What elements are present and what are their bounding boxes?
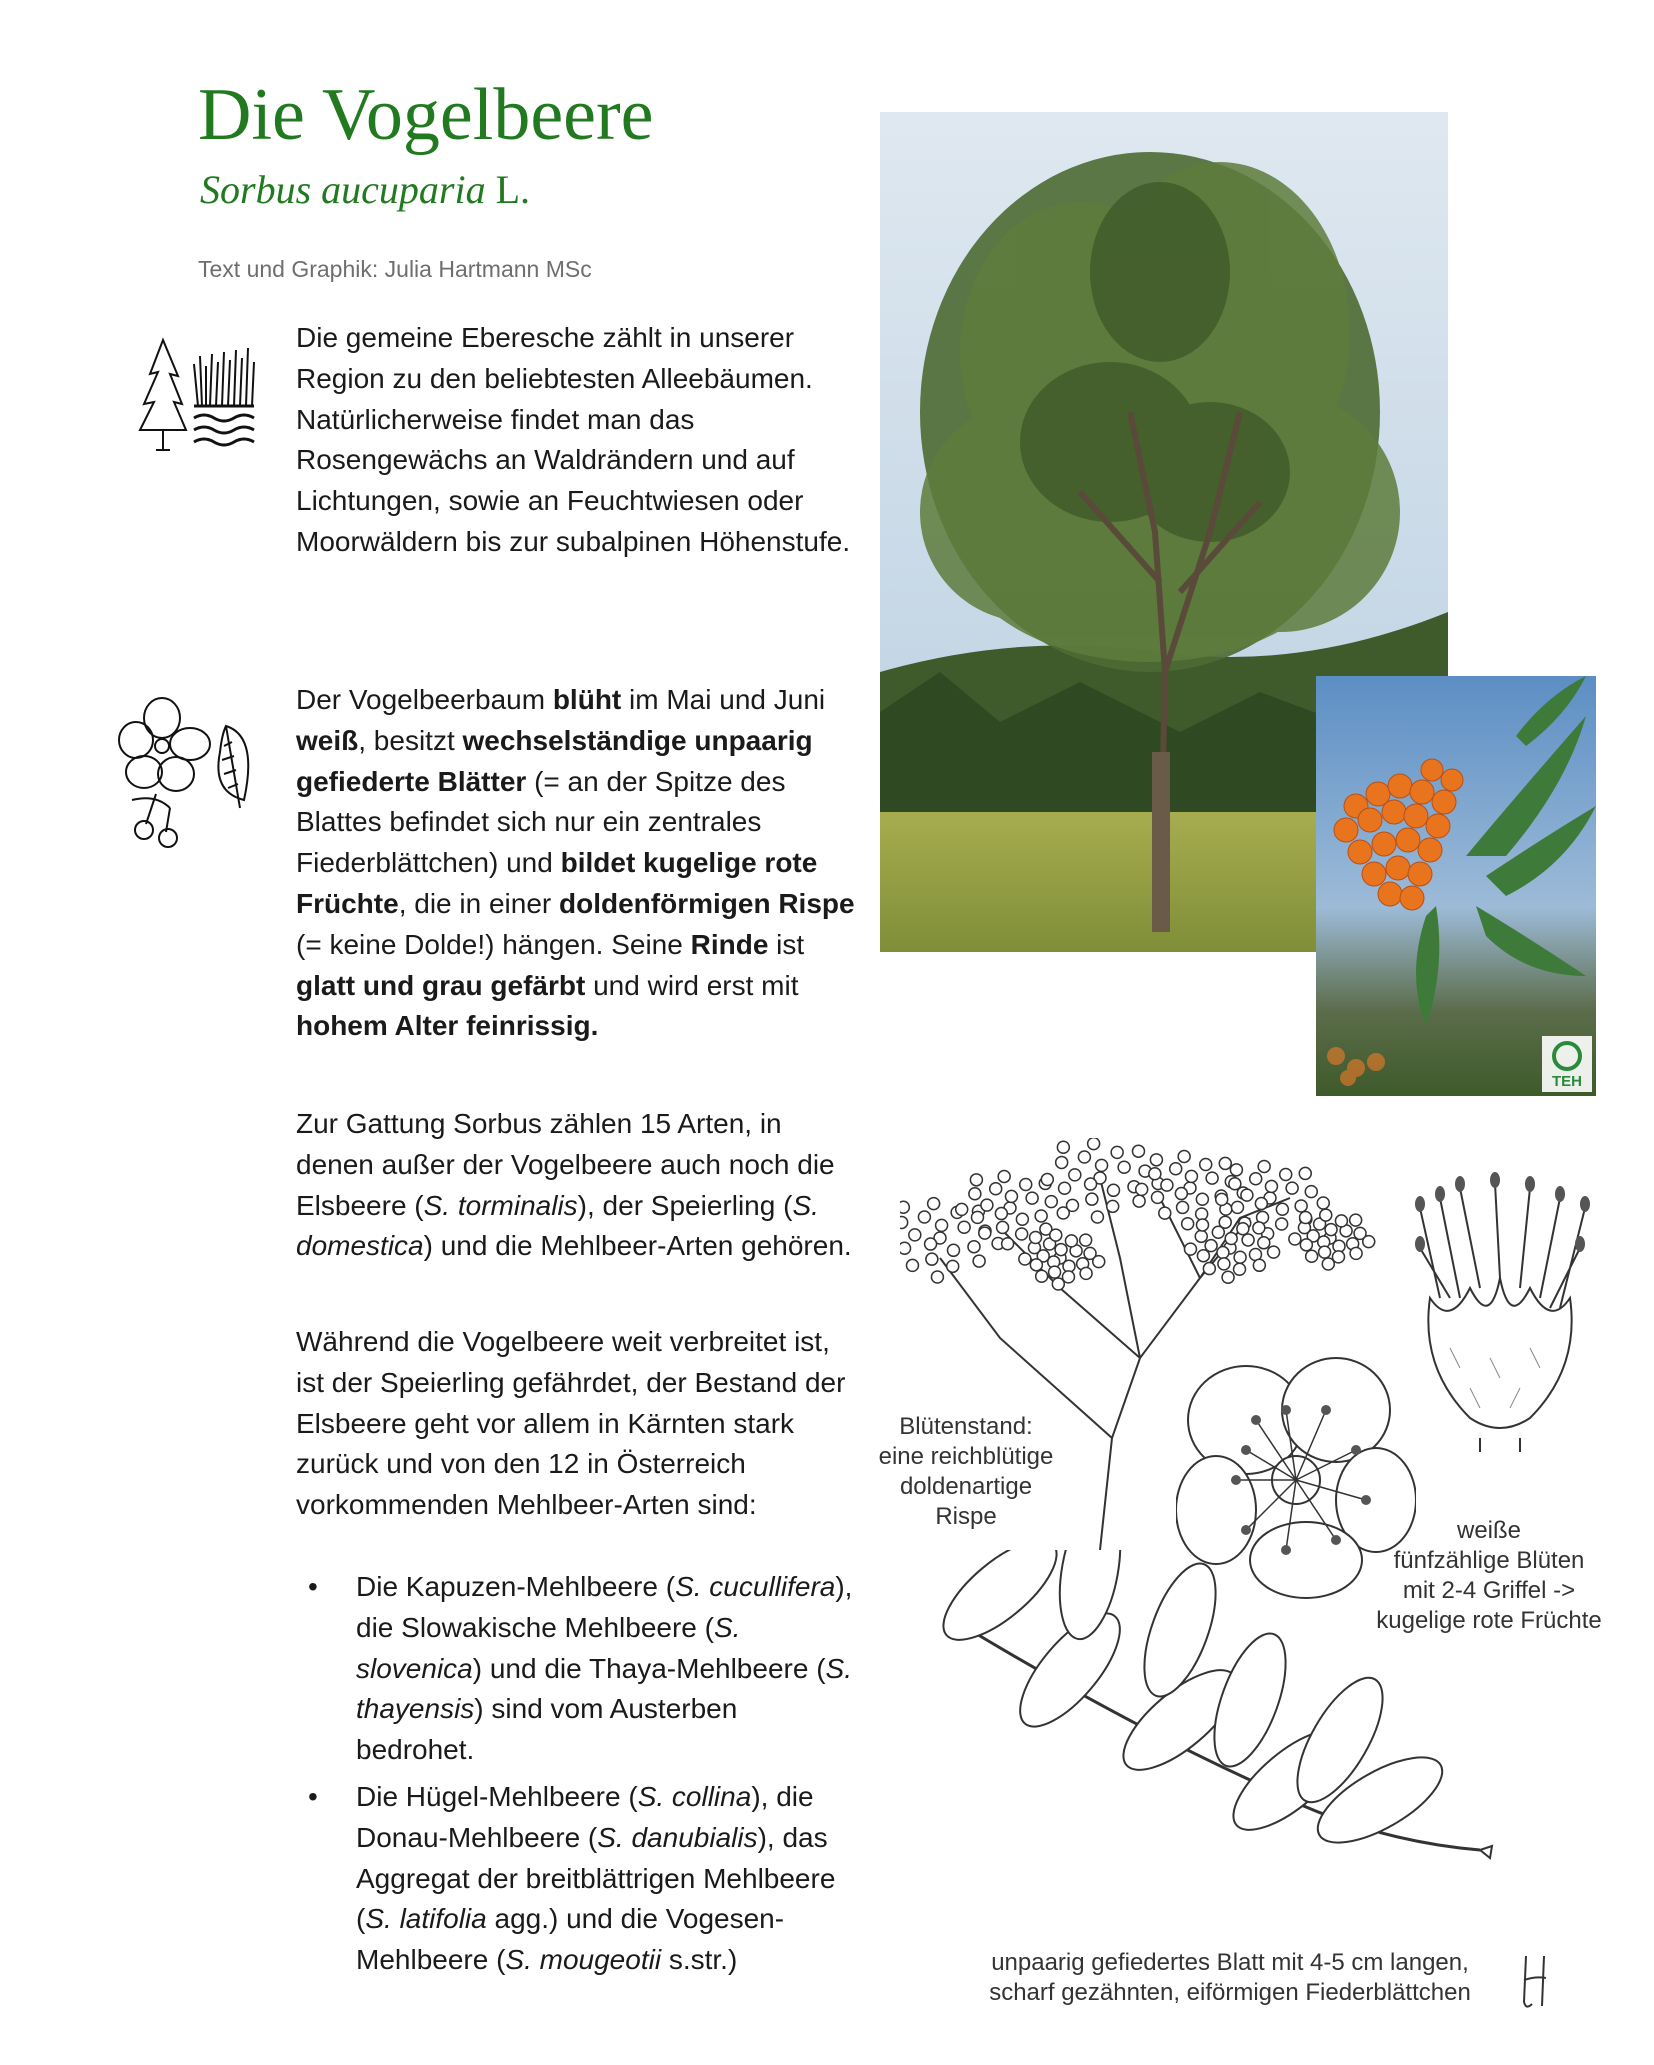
author-credit: Text und Graphik: Julia Hartmann MSc xyxy=(198,256,592,282)
italic-run: S. latifolia xyxy=(365,1903,487,1935)
bold-run: Rinde xyxy=(690,928,769,960)
description-paragraph xyxy=(296,680,856,1047)
text-run: im Mai und Juni xyxy=(621,684,826,715)
italic-run: S. thayensis xyxy=(356,1652,852,1725)
text-run: Die Kapuzen-Mehlbeere ( xyxy=(356,1571,676,1602)
text-run: , die in einer xyxy=(398,887,560,919)
text-run: , besitzt xyxy=(358,724,463,756)
italic-run: S. torminalis xyxy=(423,1189,578,1221)
text-run: ) und die Thaya-Mehlbeere ( xyxy=(472,1652,826,1684)
italic-run: S. mougeotii xyxy=(505,1944,662,1976)
flower-leaf-berry-icon xyxy=(116,690,266,850)
caption-line: Rispe xyxy=(935,1503,997,1530)
inflorescence-caption xyxy=(856,1412,1076,1532)
caption-line: eine reichblütige xyxy=(878,1443,1054,1470)
page-title: Die Vogelbeere xyxy=(198,74,654,156)
bold-run: blüht xyxy=(552,684,622,715)
caption-line: weiße xyxy=(1456,1517,1522,1544)
endangered-paragraph: Während die Vogelbeere weit verbreitet ist, ist der Speierling gefährdet, der Bestand der Elsbeere geht vor allem in Kärnten stark zurück und von den 12 in Österreich vorkommenden Mehlbeer-Arten sind: xyxy=(296,1326,846,1521)
teh-logo-text: TEH xyxy=(1552,1073,1582,1090)
leaf-caption xyxy=(960,1948,1500,2008)
italic-run: S. cucullifera xyxy=(675,1571,836,1602)
italic-run: S. collina xyxy=(637,1780,752,1812)
text-run: Der Vogelbeerbaum xyxy=(296,684,553,715)
bold-run: doldenförmigen Rispe xyxy=(559,887,855,919)
flower-caption xyxy=(1355,1516,1623,1636)
caption-line: kugelige rote Früchte xyxy=(1376,1607,1602,1634)
bold-run: hohem Alter feinrissig. xyxy=(296,1010,599,1042)
text-run: ), das Aggregat der breitblättrigen Mehlbeere ( xyxy=(356,1821,836,1935)
caption-line: Blütenstand: xyxy=(899,1413,1033,1440)
teh-logo xyxy=(1542,1036,1592,1092)
caption-line: unpaarig gefiedertes Blatt mit 4-5 cm langen, xyxy=(991,1949,1469,1976)
text-run: ), die Donau-Mehlbeere ( xyxy=(356,1780,814,1853)
text-run: Die Hügel-Mehlbeere ( xyxy=(356,1780,638,1812)
text-run: agg.) und die Vogesen-Mehlbeere ( xyxy=(356,1903,785,1976)
text-run: (= keine Dolde!) hängen. Seine xyxy=(296,928,691,960)
bold-run: wechselständige unpaarig gefiederte Blätter xyxy=(296,724,813,797)
genus-paragraph xyxy=(296,1104,856,1267)
caption-line: fünfzählige Blüten xyxy=(1393,1547,1585,1574)
list-item xyxy=(296,1567,856,1771)
caption-line: doldenartige xyxy=(899,1473,1033,1500)
bullet-marker: • xyxy=(308,1780,318,1812)
bold-run: glatt und grau gefärbt xyxy=(296,969,586,1001)
list-item xyxy=(296,1777,856,1981)
flower-section-drawing xyxy=(1400,1168,1600,1452)
bullet-marker: • xyxy=(308,1571,318,1602)
text-run: (= an der Spitze des Blattes befindet sich nur ein zentrales Fiederblättchen) und xyxy=(296,765,786,879)
text-run: s.str.) xyxy=(661,1944,738,1976)
bold-run: weiß xyxy=(296,724,359,756)
caption-line: scharf gezähnten, eiförmigen Fiederblättchen xyxy=(989,1979,1471,2006)
scientific-name xyxy=(200,167,531,212)
habitat-icon xyxy=(136,334,276,454)
text-run: Zur Gattung Sorbus zählen 15 Arten, in denen außer der Vogelbeere auch noch die Elsbeere ( xyxy=(296,1108,835,1221)
author-signature xyxy=(1516,1952,1556,2012)
berry-photo xyxy=(1316,676,1596,1096)
text-run: ) und die Mehlbeer-Arten gehören. xyxy=(423,1230,852,1262)
species-list xyxy=(296,1567,856,1987)
text-run: ) sind vom Austerben bedrohet. xyxy=(356,1693,738,1766)
italic-run: S. slovenica xyxy=(356,1611,741,1684)
bold-run: bildet kugelige rote Früchte xyxy=(296,847,818,919)
species-name: Sorbus aucuparia xyxy=(200,167,486,212)
text-run: ist xyxy=(768,928,805,960)
italic-run: S. domestica xyxy=(296,1189,819,1262)
habitat-paragraph: Die gemeine Eberesche zählt in unserer Region zu den beliebtesten Alleebäumen. Natürlicherweise findet man das Rosengewächs an Waldrändern und auf Lichtungen, sowie an Feuchtwiesen oder Moorwäldern bis zur subalpinen Höhenstufe. xyxy=(296,322,851,557)
text-run: ), der Speierling ( xyxy=(577,1189,793,1221)
text-run: ), die Slowakische Mehlbeere ( xyxy=(356,1571,853,1643)
italic-run: S. danubialis xyxy=(597,1821,758,1853)
caption-line: mit 2-4 Griffel -> xyxy=(1402,1577,1576,1604)
text-run: und wird erst mit xyxy=(585,969,799,1001)
species-author: L. xyxy=(495,167,531,212)
